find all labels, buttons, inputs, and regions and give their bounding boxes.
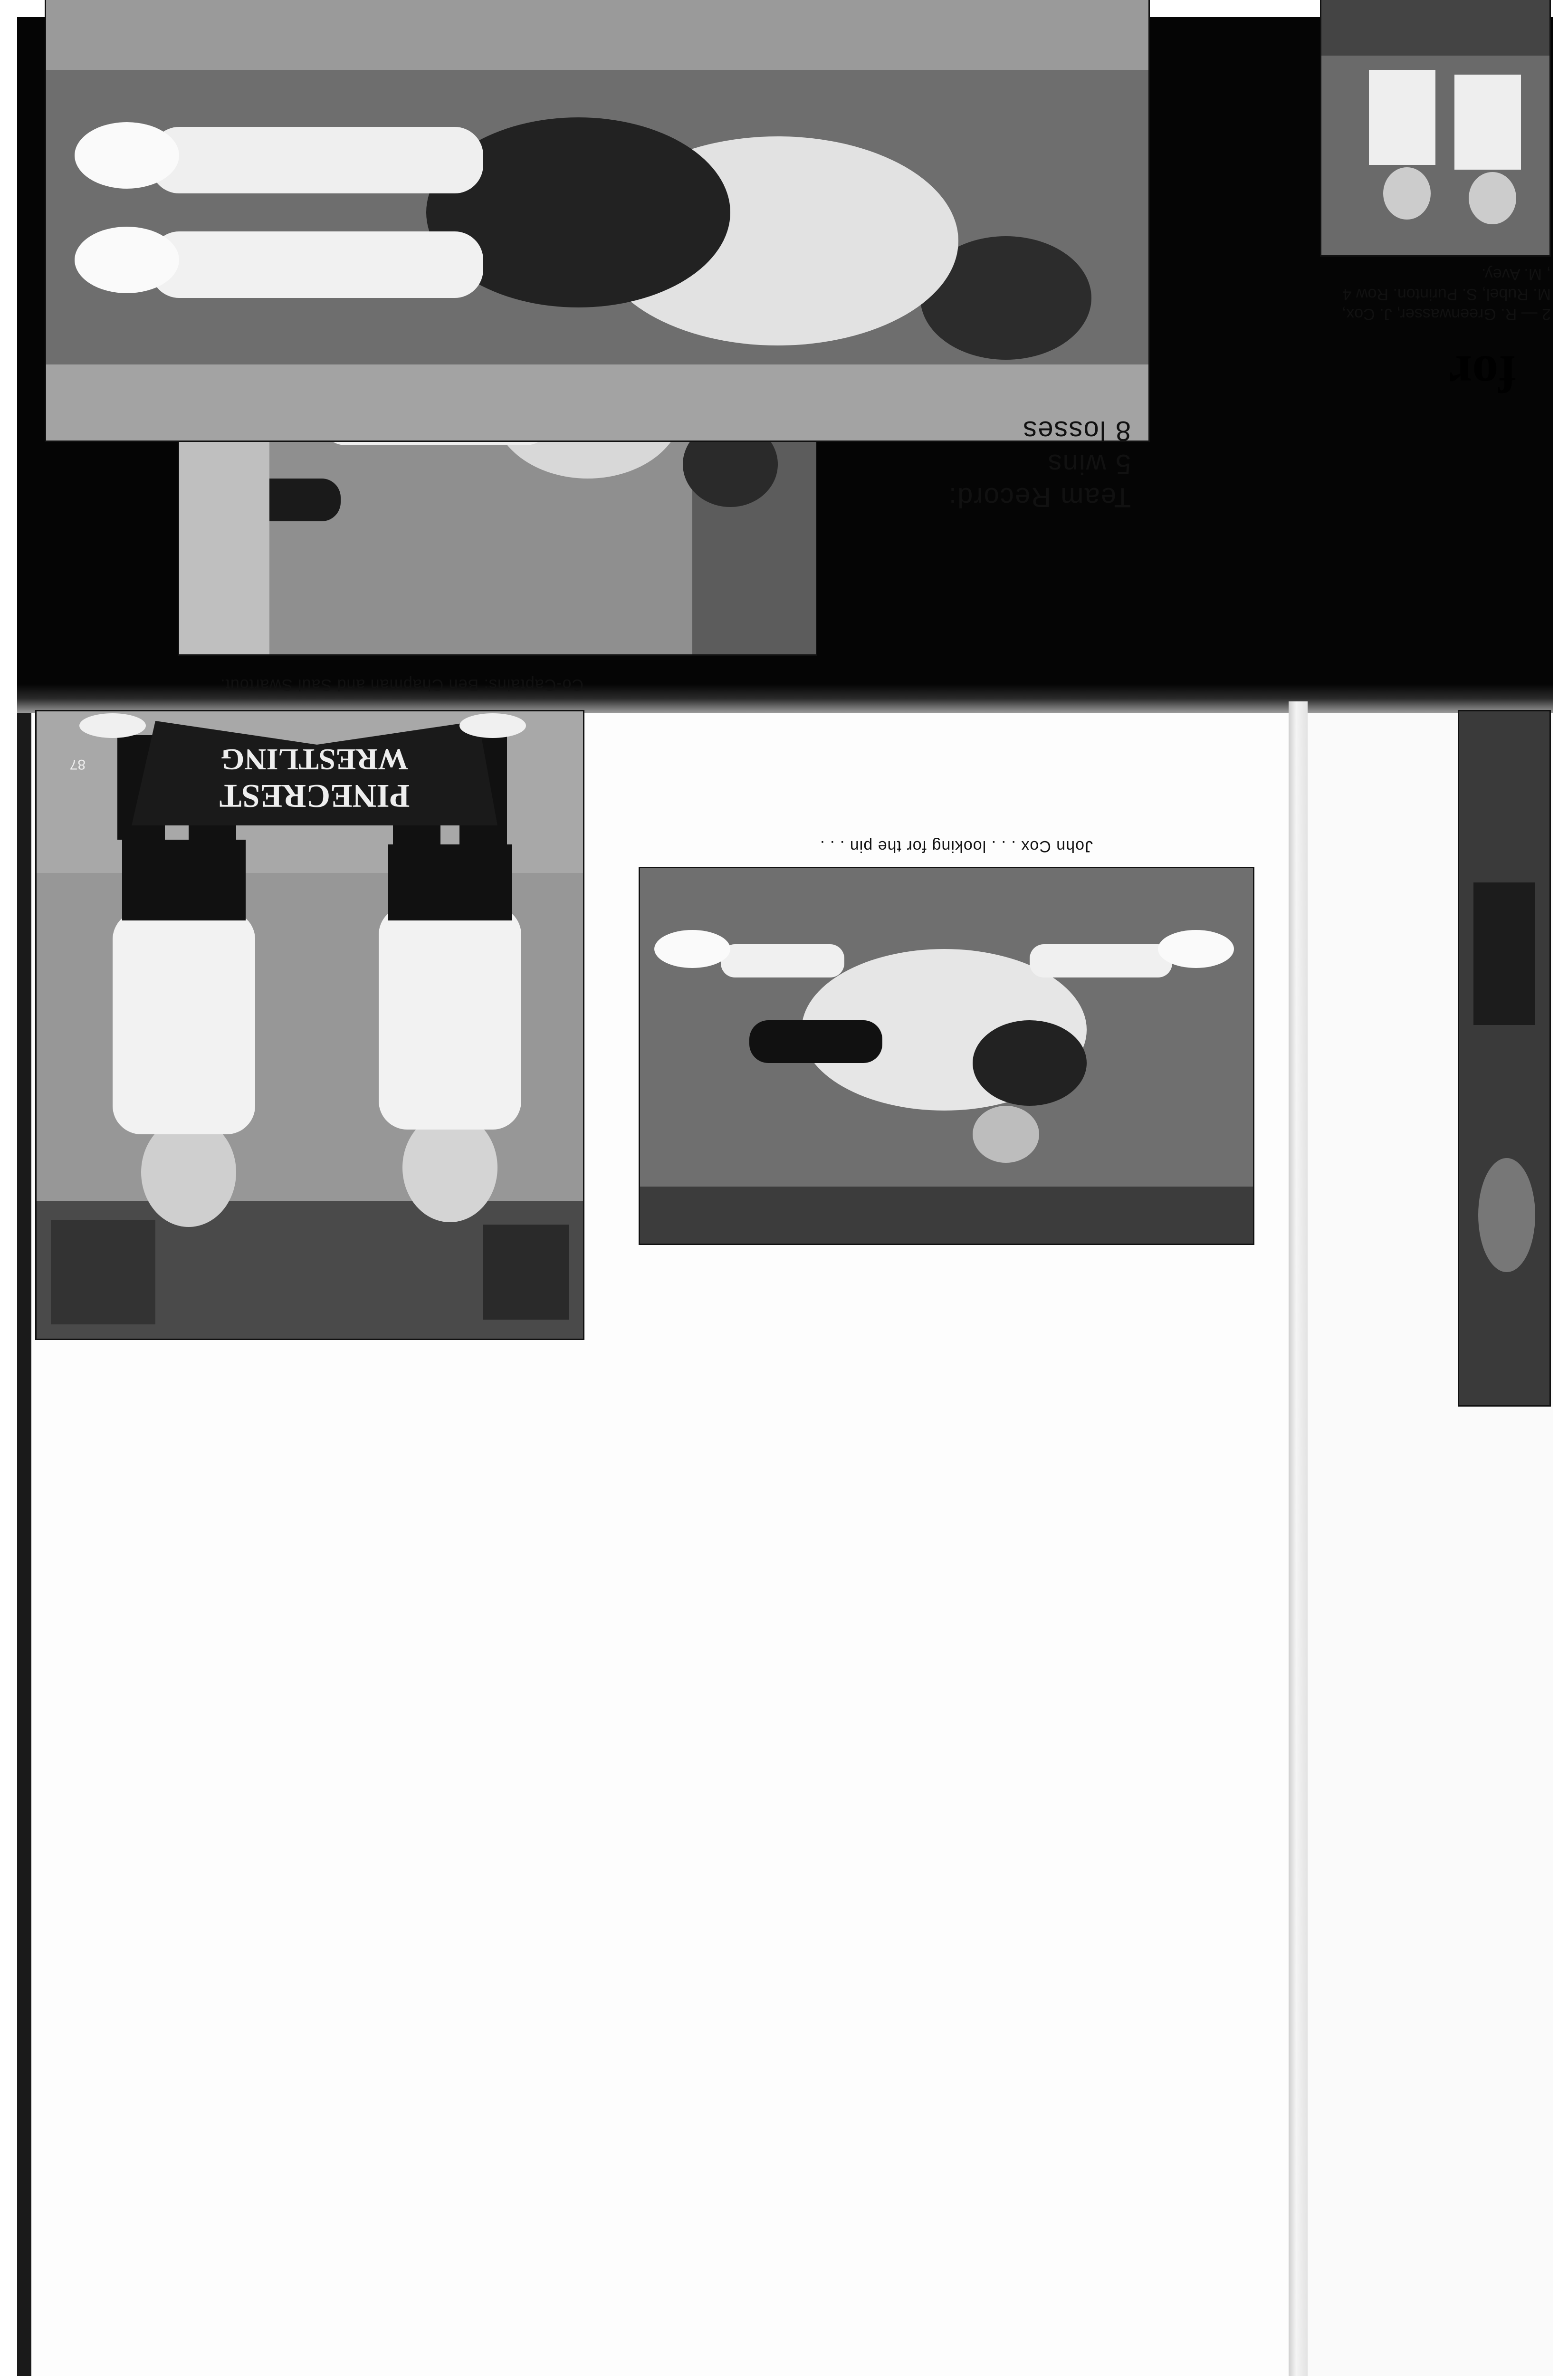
facing-page-roster-line-3: , M. Avey.: [1481, 265, 1551, 283]
page-number: 87: [69, 757, 86, 772]
team-record-title: Team Record:: [947, 482, 1131, 513]
facing-page-roster-line-2: M. Rubel, S. Purinton. Row 4: [1342, 285, 1551, 303]
facing-page-team-photo-art: [1321, 0, 1549, 255]
john-cox-photo: [639, 867, 1254, 1245]
facing-page-team-photo: [1320, 0, 1551, 257]
ben-chapman-photo-art: [46, 0, 1148, 441]
facing-page-headline-fragment: for: [1449, 345, 1516, 403]
co-captains-photo: [35, 710, 584, 1340]
john-cox-photo-art: [640, 868, 1253, 1244]
facing-page-roster-line-1: 2 — R. Greenwasser, J. Cox,: [1341, 305, 1551, 323]
ben-chapman-photo: [45, 0, 1150, 442]
john-cox-caption: John Cox . . . looking for the pin . . .: [820, 837, 1093, 855]
banner-line-1: PINECREST: [219, 777, 410, 814]
facing-page-top-photo-art: [1459, 711, 1549, 1405]
facing-page-top-photo: [1458, 710, 1551, 1407]
co-captains-photo-art: [37, 711, 583, 1339]
banner-line-2: WRESTLING: [220, 743, 409, 776]
co-captains-caption: Co-Captains: Ben Chapman and Saul Swartout.: [220, 676, 583, 694]
team-record-wins: 5 wins: [1047, 449, 1131, 479]
team-record-losses: 8 losses: [1022, 415, 1131, 446]
